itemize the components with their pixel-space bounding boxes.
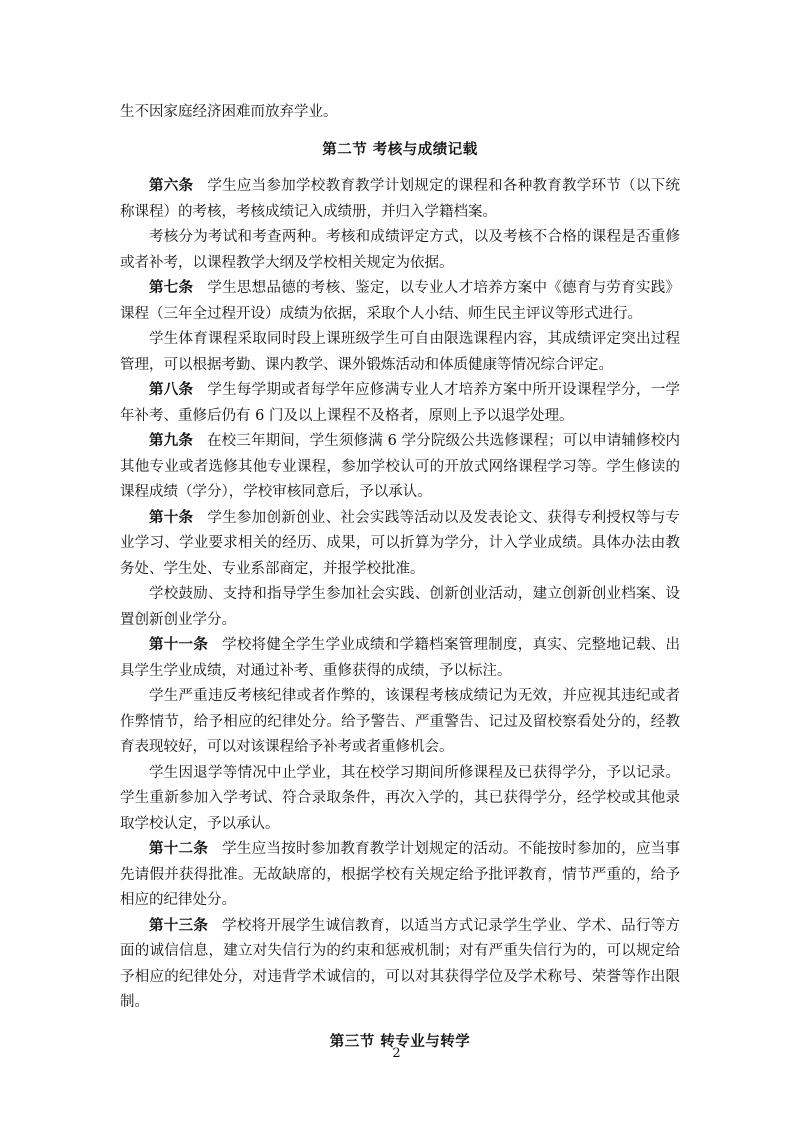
article-label: 第十二条 xyxy=(149,841,209,857)
article-label: 第十三条 xyxy=(149,917,209,934)
article-6 xyxy=(120,174,680,225)
article-9 xyxy=(120,429,680,506)
article-text: 学校将开展学生诚信教育，以适当方式记录学生学业、学术、品行等方面的诚信信息，建立对失信行为的约束和惩戒机制；对有严重失信行为的，可以规定给予相应的纪律处分，对违背学术诚信的，可以对其获得学位及学术称号、荣誉等作出限制。 xyxy=(120,917,681,1010)
paragraph: 考核分为考试和考查两种。考核和成绩评定方式，以及考核不合格的课程是否重修或者补考，以课程教学大纲及学校相关规定为依据。 xyxy=(120,229,680,271)
document-body xyxy=(120,100,680,1066)
section-3-title: 第三节 转专业与转学 xyxy=(329,1033,471,1050)
article-label: 第六条 xyxy=(149,178,194,194)
article-label: 第七条 xyxy=(149,280,194,296)
article-label: 第十一条 xyxy=(149,637,209,653)
article-label: 第八条 xyxy=(149,382,194,398)
article-13 xyxy=(120,914,680,1016)
paragraph: 学校鼓励、支持和指导学生参加社会实践、创新创业活动，建立创新创业档案、设置创新创业学分。 xyxy=(120,586,680,628)
article-text: 学生思想品德的考核、鉴定，以专业人才培养方案中《德育与劳育实践》课程（三年全过程开设）成绩为依据，采取个人小结、师生民主评议等形式进行。 xyxy=(120,280,681,322)
paragraph: 学生因退学等情况中止学业，其在校学习期间所修课程及已获得学分，予以记录。学生重新参加入学考试、符合录取条件，再次入学的，其已获得学分，经学校或其他录取学校认定，予以承认。 xyxy=(120,764,680,832)
article-text: 学校将健全学生学业成绩和学籍档案管理制度，真实、完整地记载、出具学生学业成绩，对通过补考、重修获得的成绩，予以标注。 xyxy=(120,637,681,679)
article-text: 学生应当按时参加教育教学计划规定的活动。不能按时参加的，应当事先请假并获得批准。无故缺席的，根据学校有关规定给予批评教育，情节严重的，给予相应的纪律处分。 xyxy=(120,841,681,908)
article-label: 第十条 xyxy=(149,509,194,526)
article-11 xyxy=(120,633,680,684)
article-12 xyxy=(120,837,680,914)
section-2-title: 第二节 考核与成绩记载 xyxy=(322,141,478,158)
article-10 xyxy=(120,506,680,583)
page-number: 2 xyxy=(392,1046,401,1061)
article-text: 学生参加创新创业、社会实践等活动以及发表论文、获得专利授权等与专业学习、学业要求相关的经历、成果，可以折算为学分，计入学业成绩。具体办法由教务处、学生处、专业系部商定，并报学校批准。 xyxy=(120,509,681,577)
article-text: 学生每学期或者每学年应修满专业人才培养方案中所开设课程学分，一学年补考、重修后仍有 6 门及以上课程不及格者，原则上予以退学处理。 xyxy=(120,382,681,424)
article-label: 第九条 xyxy=(149,433,193,449)
article-text: 在校三年期间，学生须修满 6 学分院级公共选修课程；可以申请辅修校内其他专业或者选修其他专业课程，参加学校认可的开放式网络课程学习等。学生修读的课程成绩（学分），学校审核同意后，予以承认。 xyxy=(120,433,680,500)
intro-paragraph: 生不因家庭经济困难而放弃学业。 xyxy=(120,104,338,120)
paragraph: 学生严重违反考核纪律或者作弊的，该课程考核成绩记为无效，并应视其违纪或者作弊情节，给予相应的纪律处分。给予警告、严重警告、记过及留校察看处分的，经教育表现较好，可以对该课程给予补考或者重修机会。 xyxy=(120,688,680,755)
article-text: 学生应当参加学校教育教学计划规定的课程和各种教育教学环节（以下统称课程）的考核，考核成绩记入成绩册，并归入学籍档案。 xyxy=(120,178,681,220)
article-7 xyxy=(120,276,680,327)
article-8 xyxy=(120,378,680,429)
paragraph: 学生体育课程采取同时段上课班级学生可自由限选课程内容，其成绩评定突出过程管理，可以根据考勤、课内教学、课外锻炼活动和体质健康等情况综合评定。 xyxy=(120,331,680,373)
